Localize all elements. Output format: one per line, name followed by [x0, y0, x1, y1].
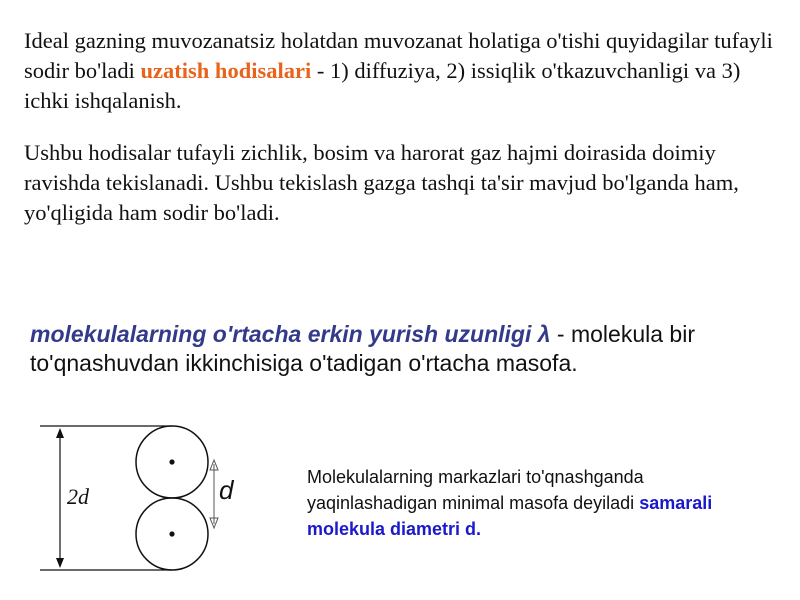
molecule-diameter-figure: [36, 420, 256, 580]
mean-free-path-text: - molekula bir to'qnashuvdan ikkinchisiga o'tadigan o'rtacha masofa.: [30, 321, 695, 376]
two-d-arrow-head-top: [56, 428, 64, 438]
effective-diameter-text: Molekulalarning markazlari to'qnashganda yaqinlashadigan minimal masofa deyiladi: [307, 467, 644, 513]
intro-text-after: - 1) diffuziya, 2) issiqlik o'tkazuvchanligi va 3) ichki ishqalanish.: [24, 58, 741, 113]
equalization-paragraph: Ushbu hodisalar tufayli zichlik, bosim va harorat gaz hajmi doirasida doimiy ravishda tekislanadi. Ushbu tekislash gazga tashqi ta'sir mavjud bo'lganda ham, yo'qligida ham sodir bo'ladi.: [24, 140, 739, 225]
effective-diameter-term: samarali molekula diametri d.: [307, 493, 713, 539]
effective-diameter-note: [307, 464, 777, 542]
intro-text-before: Ideal gazning muvozanatsiz holatdan muvozanat holatiga o'tishi quyidagilar tufayli sodir bo'ladi: [24, 28, 773, 83]
two-d-arrow-head-bottom: [56, 558, 64, 568]
label-d: d: [219, 475, 234, 505]
molecule-center-top: [169, 459, 174, 464]
mean-free-path-term: molekulalarning o'rtacha erkin yurish uzunligi λ: [30, 321, 551, 347]
molecule-center-bottom: [169, 531, 174, 536]
label-two-d: 2d: [67, 484, 89, 509]
two-molecules-diagram: [36, 420, 256, 580]
transport-phenomena-term: uzatish hodisalari: [140, 58, 312, 83]
intro-paragraph: [24, 26, 776, 116]
mean-free-path-definition: [30, 320, 770, 378]
